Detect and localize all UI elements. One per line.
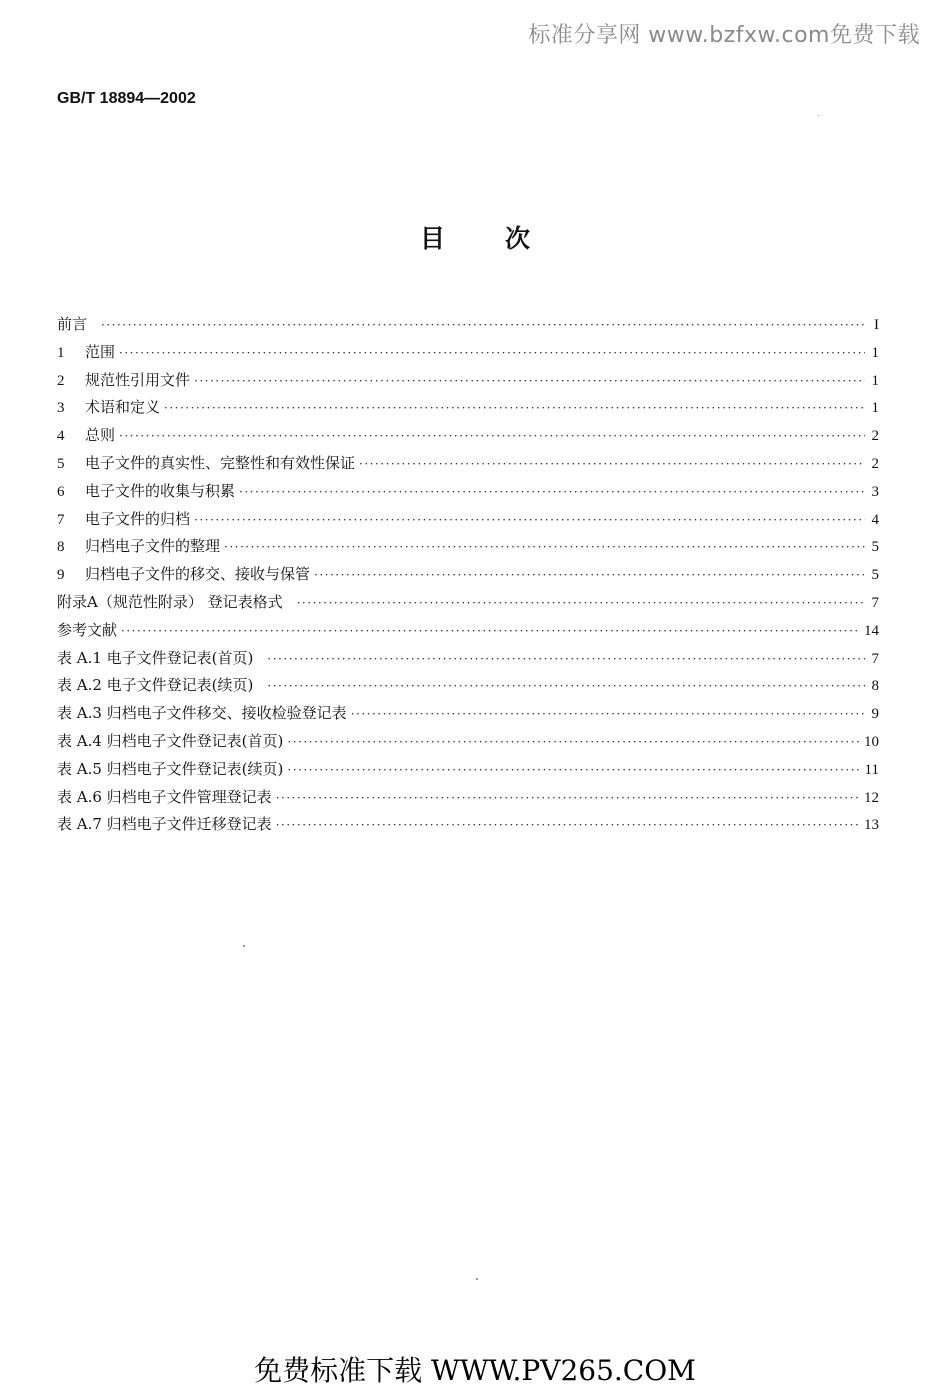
toc-number: 3 [57, 400, 65, 417]
toc-entry[interactable] [57, 589, 879, 617]
dot-leader [276, 812, 860, 840]
footer-watermark: 免费标准下载 WWW.PV265.COM [254, 1354, 696, 1387]
toc-label: 表 A.3 归档电子文件移交、接收检验登记表 [57, 704, 347, 723]
toc-label: 表 A.7 归档电子文件迁移登记表 [57, 815, 272, 834]
dot-leader [121, 618, 860, 646]
toc-page: 13 [864, 817, 879, 834]
toc-page: 3 [871, 483, 879, 500]
toc-page: 4 [871, 511, 879, 528]
toc-label: 归档电子文件的移交、接收与保管 [85, 565, 311, 584]
dot-leader [101, 312, 865, 340]
toc-page: 1 [871, 400, 879, 417]
toc-page: 9 [871, 706, 879, 723]
toc-label: 前言 [57, 315, 88, 333]
toc-page: 2 [871, 428, 879, 445]
toc-label: 总则 [85, 426, 116, 445]
toc-label: 附录A（规范性附录） 登记表格式 [57, 592, 283, 611]
toc-page: 7 [871, 594, 879, 611]
toc-label: 归档电子文件的整理 [85, 537, 221, 556]
toc-entry[interactable] [57, 561, 879, 589]
toc-entry[interactable] [57, 339, 879, 367]
toc-entry[interactable] [57, 478, 879, 506]
toc-page: I [874, 317, 879, 333]
toc-label: 表 A.4 归档电子文件登记表(首页) [57, 731, 284, 750]
toc-page: 5 [871, 567, 879, 584]
toc-entry[interactable] [57, 784, 879, 812]
toc-entry[interactable] [57, 367, 879, 395]
toc-number: 9 [57, 567, 65, 584]
toc-label: 电子文件的真实性、完整性和有效性保证 [85, 453, 356, 472]
standard-code: GB/T 18894—2002 [57, 90, 196, 107]
toc-label: 规范性引用文件 [85, 370, 191, 389]
toc-entry[interactable] [57, 700, 879, 728]
dot-leader [297, 590, 865, 618]
toc-number: 4 [57, 428, 65, 445]
toc-entry[interactable] [57, 672, 879, 700]
dot-leader [119, 423, 865, 451]
dot-leader [276, 785, 860, 813]
scan-speck [476, 1278, 478, 1280]
dot-leader [239, 479, 865, 507]
dot-leader [351, 701, 865, 729]
toc-number: 7 [57, 511, 65, 528]
toc-page: 7 [871, 650, 879, 667]
toc-page: 10 [864, 733, 879, 750]
dot-leader [164, 395, 865, 423]
toc-number: 2 [57, 372, 65, 389]
toc-label: 术语和定义 [85, 398, 161, 417]
dot-leader [287, 729, 860, 757]
toc-label: 表 A.6 归档电子文件管理登记表 [57, 787, 272, 806]
toc-page: 5 [871, 539, 879, 556]
toc-entry[interactable] [57, 533, 879, 561]
toc-label: 表 A.5 归档电子文件登记表(续页) [57, 759, 284, 778]
dot-leader [194, 368, 865, 396]
toc-page: 1 [871, 372, 879, 389]
toc-entry[interactable] [57, 311, 879, 339]
toc-label: 电子文件的收集与积累 [85, 481, 236, 500]
scan-speck [818, 115, 819, 116]
table-of-contents [57, 311, 879, 839]
toc-label: 电子文件的归档 [85, 509, 191, 528]
toc-number: 6 [57, 483, 65, 500]
toc-page: 12 [864, 789, 879, 806]
toc-page: 8 [871, 678, 879, 695]
watermark-top: 标准分享网 www.bzfxw.com免费下载 [528, 23, 920, 48]
toc-label: 范围 [85, 342, 116, 361]
toc-number: 5 [57, 455, 65, 472]
toc-entry[interactable] [57, 506, 879, 534]
toc-entry[interactable] [57, 394, 879, 422]
toc-page: 11 [864, 761, 879, 778]
dot-leader [194, 507, 865, 535]
toc-page: 14 [864, 622, 879, 639]
dot-leader [267, 673, 865, 701]
toc-page: 2 [871, 455, 879, 472]
dot-leader [314, 562, 865, 590]
toc-entry[interactable] [57, 811, 879, 839]
page-title: 目次 [419, 224, 590, 253]
toc-label: 表 A.1 电子文件登记表(首页) [57, 648, 254, 667]
toc-label: 参考文献 [57, 620, 118, 639]
toc-number: 8 [57, 539, 65, 556]
toc-entry[interactable] [57, 756, 879, 784]
scan-speck [243, 945, 245, 947]
toc-label: 表 A.2 电子文件登记表(续页) [57, 676, 254, 695]
toc-entry[interactable] [57, 728, 879, 756]
toc-number: 1 [57, 344, 65, 361]
dot-leader [119, 340, 865, 368]
toc-entry[interactable] [57, 422, 879, 450]
toc-page: 1 [871, 344, 879, 361]
toc-entry[interactable] [57, 645, 879, 673]
dot-leader [287, 757, 860, 785]
dot-leader [224, 534, 865, 562]
dot-leader [267, 646, 865, 674]
toc-entry[interactable] [57, 450, 879, 478]
dot-leader [359, 451, 865, 479]
toc-entry[interactable] [57, 617, 879, 645]
